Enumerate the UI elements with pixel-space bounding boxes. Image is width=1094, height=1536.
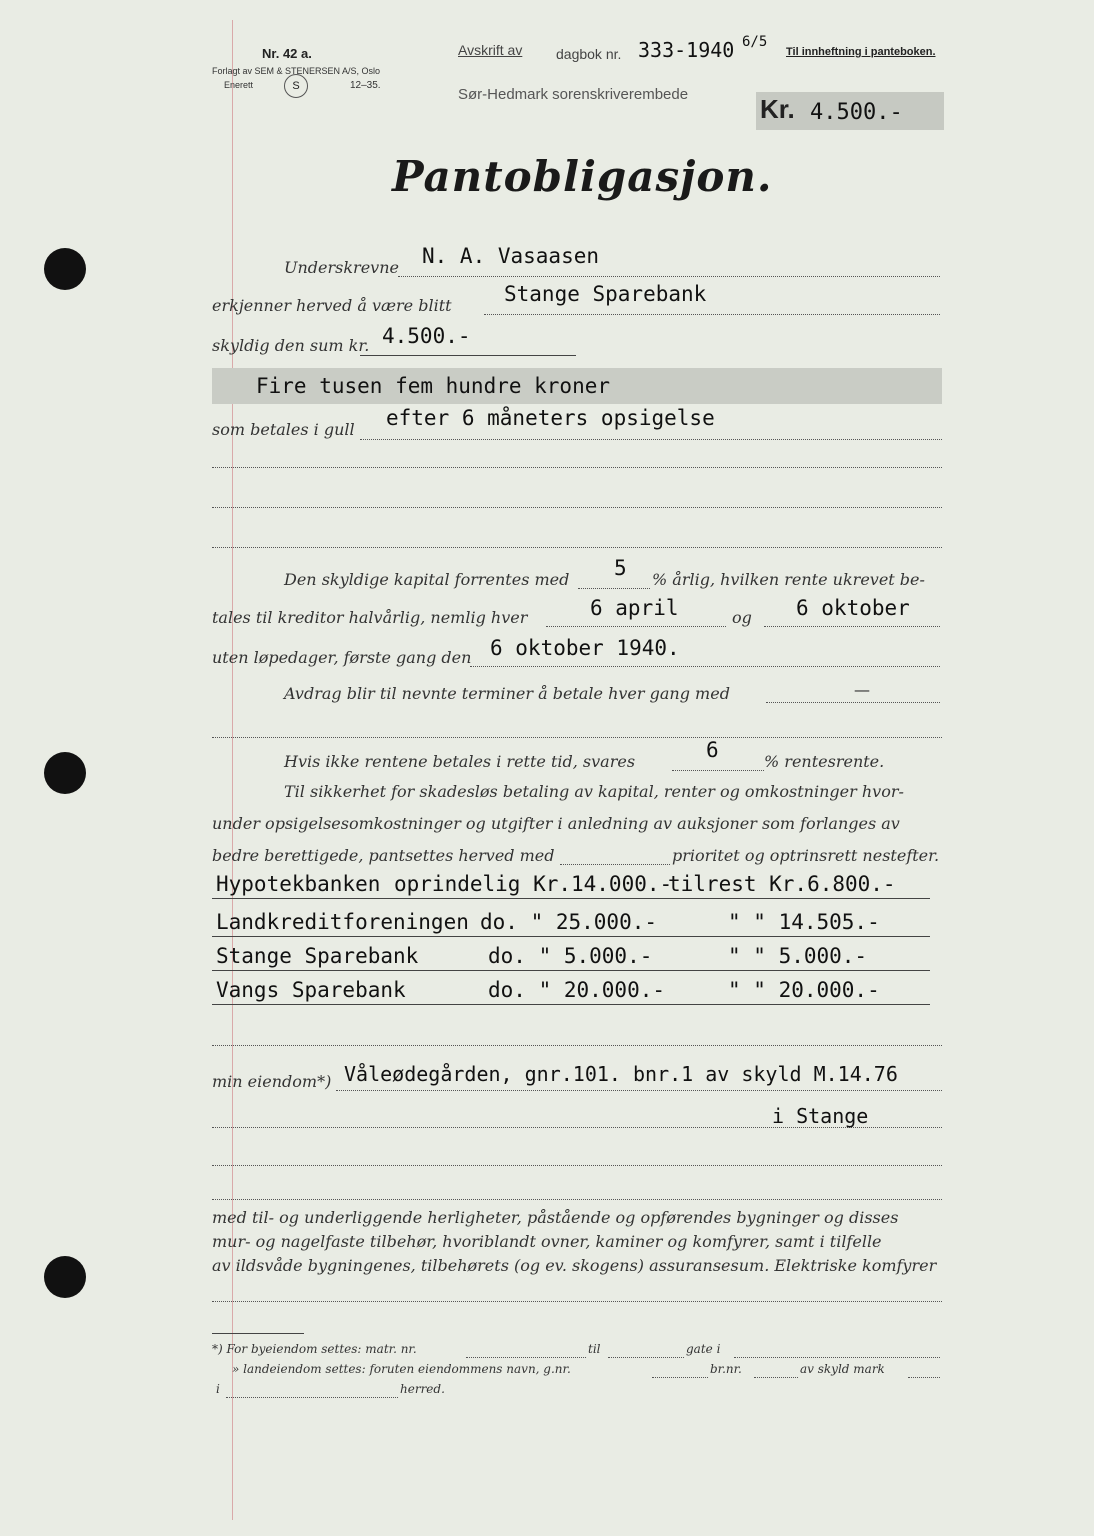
security-line3b: prioritet og optrinsrett nestefter. xyxy=(672,846,940,865)
publisher-line: Forlagt av SEM & STENERSEN A/S, Oslo xyxy=(212,66,381,76)
priority-original: do. " 25.000.- xyxy=(480,910,658,934)
security-line2: under opsigelsesomkostninger og utgifter i anledning av auksjoner som forlanges av xyxy=(212,814,900,833)
blank-line-2 xyxy=(212,506,942,508)
late-rate: 6 xyxy=(706,738,719,762)
creditor-value: Stange Sparebank xyxy=(504,282,707,306)
undersigned-line xyxy=(398,275,940,277)
blank-line-1 xyxy=(212,466,942,468)
interest-line1b: % årlig, hvilken rente ukrevet be- xyxy=(652,570,925,589)
footnote-dots-7 xyxy=(226,1396,398,1398)
dagbok-label: dagbok nr. xyxy=(556,46,622,62)
appurtenance-line3: av ildsvåde bygningenes, tilbehørets (og ev. skogens) assuransesum. Elektriske komfyrer xyxy=(212,1256,937,1275)
undersigned-value: N. A. Vasaasen xyxy=(422,244,600,268)
office-name: Sør-Hedmark sorenskriverembede xyxy=(458,86,689,103)
avskrift-prefix: Avskrift av xyxy=(458,42,523,58)
footnote-dots-4 xyxy=(652,1376,708,1378)
footnote-rule xyxy=(212,1332,304,1334)
publisher-seal: S xyxy=(284,74,308,98)
footnote-l2b: br.nr. xyxy=(710,1362,742,1376)
first-payment-date: 6 oktober 1940. xyxy=(490,636,680,660)
priority-line xyxy=(560,863,670,865)
interest-date2: 6 oktober xyxy=(796,596,910,620)
priority-rule xyxy=(212,1003,930,1005)
punch-hole-top xyxy=(44,248,86,290)
interest-line3a: uten løpedager, første gang den xyxy=(212,648,472,667)
sum-line xyxy=(360,354,576,356)
dagbok-number: 333-1940 xyxy=(638,38,735,62)
first-date-line xyxy=(470,665,940,667)
blank-line-6 xyxy=(212,1164,942,1166)
footnote-l1b: til xyxy=(588,1342,601,1356)
footnote-l3a: i xyxy=(216,1382,220,1396)
priority-name: Hypotekbanken xyxy=(216,872,381,896)
interest-rate: 5 xyxy=(614,556,627,580)
payment-value: efter 6 måneters opsigelse xyxy=(386,406,715,430)
interest-date1: 6 april xyxy=(590,596,679,620)
avdrag-text: Avdrag blir til nevnte terminer å betale hver gang med xyxy=(284,684,730,703)
blank-line-4 xyxy=(212,736,942,738)
sum-label: skyldig den sum kr. xyxy=(212,336,370,355)
publisher-enerett: Enerett xyxy=(224,80,254,90)
late-text-b: % rentesrente. xyxy=(764,752,885,771)
footnote-dots-1 xyxy=(466,1356,586,1358)
kr-amount: 4.500.- xyxy=(810,100,903,125)
document-title: Pantobligasjon. xyxy=(392,152,773,201)
footnote-l3b: herred. xyxy=(400,1382,445,1396)
undersigned-label: Underskrevne xyxy=(284,258,399,277)
payment-label: som betales i gull xyxy=(212,420,355,439)
property-value: Våleødegården, gnr.101. bnr.1 av skyld M.14.76 xyxy=(344,1062,898,1086)
priority-rule xyxy=(212,897,930,899)
date2-line xyxy=(764,625,940,627)
avdrag-line xyxy=(766,701,940,703)
footnote-dots-6 xyxy=(908,1376,940,1378)
priority-original: oprindelig Kr.14.000.- xyxy=(394,872,673,896)
sum-words: Fire tusen fem hundre kroner xyxy=(256,374,611,398)
creditor-label: erkjenner herved å være blitt xyxy=(212,296,452,315)
property-location: i Stange xyxy=(772,1104,869,1128)
footnote-dots-5 xyxy=(754,1376,798,1378)
priority-name: Vangs Sparebank xyxy=(216,978,406,1002)
interest-line2a: tales til kreditor halvårlig, nemlig hver xyxy=(212,608,528,627)
priority-remaining: tilrest Kr.6.800.- xyxy=(668,872,896,896)
creditor-line xyxy=(484,313,940,315)
priority-name: Landkreditforeningen xyxy=(216,910,469,934)
form-number: Nr. 42 a. xyxy=(262,46,312,61)
property-line xyxy=(336,1089,942,1091)
margin-rule xyxy=(232,20,233,1520)
property-label: min eiendom*) xyxy=(212,1072,332,1091)
footnote-l1a: *) For byeiendom settes: matr. nr. xyxy=(212,1342,417,1356)
blank-line-8 xyxy=(212,1300,942,1302)
priority-rule xyxy=(212,935,930,937)
kr-label: Kr. xyxy=(760,94,795,124)
priority-original: do. " 20.000.- xyxy=(488,978,666,1002)
blank-line-5 xyxy=(212,1044,942,1046)
priority-original: do. " 5.000.- xyxy=(488,944,653,968)
footnote-l1c: gate i xyxy=(686,1342,721,1356)
payment-line xyxy=(360,438,942,440)
footnote-l2a: » landeiendom settes: foruten eiendommens navn, g.nr. xyxy=(232,1362,571,1376)
priority-rule xyxy=(212,969,930,971)
priority-remaining: " " 20.000.- xyxy=(728,978,880,1002)
punch-hole-middle xyxy=(44,752,86,794)
form-date: 12–35. xyxy=(350,80,381,91)
avdrag-value: — xyxy=(854,680,870,699)
til-innheftning: Til innheftning i panteboken. xyxy=(786,46,936,58)
security-line3a: bedre berettigede, pantsettes herved med xyxy=(212,846,555,865)
footnote-dots-3 xyxy=(734,1356,940,1358)
priority-remaining: " " 5.000.- xyxy=(728,944,868,968)
dagbok-date: 6/5 xyxy=(742,34,768,50)
blank-line-7 xyxy=(212,1198,942,1200)
rate-line xyxy=(578,587,650,589)
sum-value: 4.500.- xyxy=(382,324,471,348)
priority-name: Stange Sparebank xyxy=(216,944,419,968)
appurtenance-line1: med til- og underliggende herligheter, påstående og opførendes bygninger og disses xyxy=(212,1208,899,1227)
interest-og: og xyxy=(732,608,752,627)
interest-line1a: Den skyldige kapital forrentes med xyxy=(284,570,570,589)
late-text-a: Hvis ikke rentene betales i rette tid, svares xyxy=(284,752,636,771)
priority-remaining: " " 14.505.- xyxy=(728,910,880,934)
security-line1: Til sikkerhet for skadesløs betaling av kapital, renter og omkostninger hvor- xyxy=(284,782,904,801)
blank-line-3 xyxy=(212,546,942,548)
date1-line xyxy=(546,625,726,627)
appurtenance-line2: mur- og nagelfaste tilbehør, hvoriblandt ovner, kaminer og komfyrer, samt i tilfelle xyxy=(212,1232,882,1251)
footnote-dots-2 xyxy=(608,1356,684,1358)
punch-hole-bottom xyxy=(44,1256,86,1298)
footnote-l2c: av skyld mark xyxy=(800,1362,885,1376)
late-rate-line xyxy=(672,769,764,771)
